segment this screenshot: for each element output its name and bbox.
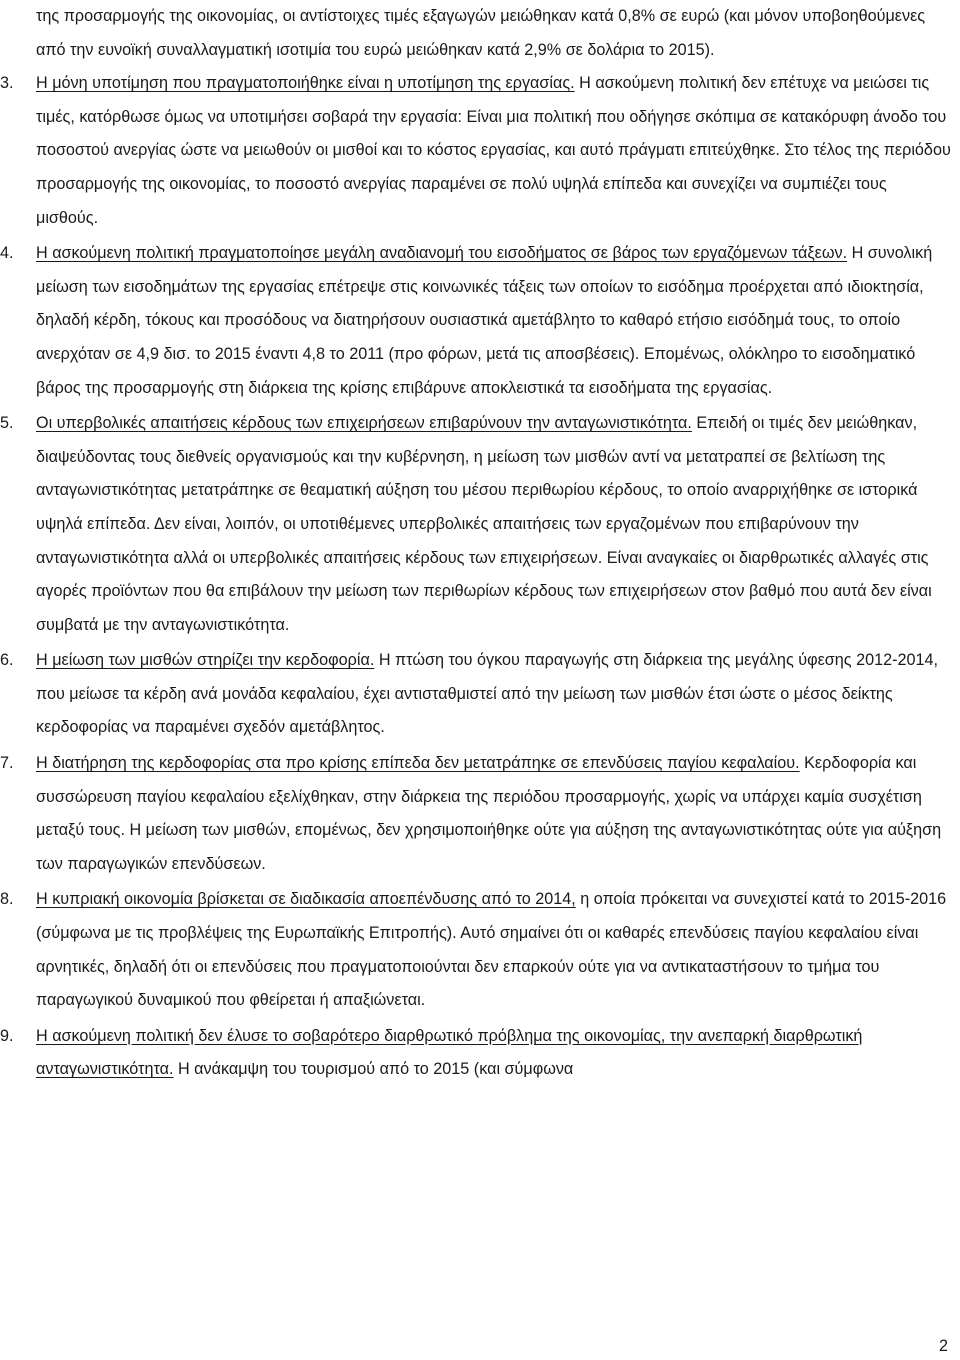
item-text: Κερδοφορία και συσσώρευση παγίου κεφαλαίου εξελίχθηκαν, στην διάρκεια της περιόδου προσαρμογής, χωρίς να υπάρχει καμία συσχέτιση μεταξύ τους. Η μείωση των μισθών, επομένως, δεν χρησιμοποιήθηκε ούτε για αύξηση της ανταγωνιστικότητας ούτε για αύξηση των παραγωγικών επενδύσεων. bbox=[36, 754, 942, 873]
item-heading: Η ασκούμενη πολιτική πραγματοποίησε μεγάλη αναδιανομή του εισοδήματος σε βάρος των εργαζόμενων τάξεων. bbox=[36, 244, 848, 263]
item-number: 5. bbox=[0, 414, 14, 433]
item-text: Επειδή οι τιμές δεν μειώθηκαν, διαψεύδοντας τους διεθνείς οργανισμούς και την κυβέρνηση, η μείωση των μισθών αντί να μετατραπεί σε βελτίωση της ανταγωνιστικότητας μετατράπηκε σε θεαματική αύξηση του μέσου περιθωρίου κέρδους, το οποίο αναρριχήθηκε σε ιστορικά υψηλά επίπεδα. Δεν είναι, λοιπόν, οι υποτιθέμενες υπερβολικές απαιτήσεις των εργαζομένων που επιβαρύνουν την ανταγωνιστικότητα αλλά οι υπερβολικές απαιτήσεις κέρδους των επιχειρήσεων. Είναι αναγκαίες οι διαρθρωτικές αλλαγές στις αγορές προϊόντων που θα επιβάλουν την μείωση των περιθωρίων κέρδους των επιχειρήσεων στον βαθμό που αυτά δεν είναι συμβατά με την ανταγωνιστικότητα. bbox=[36, 414, 932, 634]
item-heading: Οι υπερβολικές απαιτήσεις κέρδους των επιχειρήσεων επιβαρύνουν την ανταγωνιστικότητα. bbox=[36, 414, 692, 433]
item-number: 8. bbox=[0, 890, 14, 909]
item-text: Η ανάκαμψη του τουρισμού από το 2015 (και σύμφωνα bbox=[173, 1060, 574, 1079]
item-number: 3. bbox=[0, 74, 14, 93]
item-heading: Η μείωση των μισθών στηρίζει την κερδοφορία. bbox=[36, 651, 375, 670]
list-item-8 bbox=[0, 883, 952, 1017]
item-text: η οποία πρόκειται να συνεχιστεί κατά το 2015-2016 (σύμφωνα με τις προβλέψεις της Ευρωπαϊκής Επιτροπής). Αυτό σημαίνει ότι οι καθαρές επενδύσεις παγίου κεφαλαίου είναι αρνητικές, δηλαδή ότι οι επενδύσεις που πραγματοποιούνται δεν επαρκούν ούτε για να αντικαταστήσουν το τμήμα του παραγωγικού δυναμικού που φθείρεται ή απαξιώνεται. bbox=[36, 890, 947, 1010]
item-heading: Η ασκούμενη πολιτική δεν έλυσε το σοβαρότερο διαρθρωτικό πρόβλημα της οικονομίας, την ανεπαρκή διαρθρωτική ανταγωνιστικότητα. bbox=[36, 1026, 863, 1079]
item-heading: Η κυπριακή οικονομία βρίσκεται σε διαδικασία αποεπένδυσης από το 2014, bbox=[36, 890, 576, 909]
item-number: 4. bbox=[0, 244, 14, 263]
item-heading: Η μόνη υποτίμηση που πραγματοποιήθηκε είναι η υποτίμηση της εργασίας. bbox=[36, 74, 575, 93]
list-item-4 bbox=[0, 237, 952, 405]
page-number: 2 bbox=[938, 1337, 948, 1355]
item-text: Η συνολική μείωση των εισοδημάτων της εργασίας επέτρεψε στις κοινωνικές τάξεις των οποίων το εισόδημα προέρχεται από ιδιοκτησία, δηλαδή κέρδη, τόκους και προσόδους να διατηρήσουν ουσιαστικά αμετάβλητο το καθαρό ετήσιο εισόδημά τους, το οποίο ανερχόταν σε 4,9 δισ. το 2015 έναντι 4,8 το 2011 (προ φόρων, μετά τις αποσβέσεις). Επομένως, ολόκληρο το εισοδηματικό βάρος της προσαρμογής στη διάρκεια της κρίσης επιβάρυνε αποκλειστικά τα εισοδήματα της εργασίας. bbox=[36, 244, 933, 397]
continuation-paragraph: της προσαρμογής της οικονομίας, οι αντίστοιχες τιμές εξαγωγών μειώθηκαν κατά 0,8% σε ευρώ (και μόνον υποβοηθούμενες από την ευνοϊκή συναλλαγματική ισοτιμία του ευρώ μειώθηκαν κατά 2,9% σε δολάρια το 2015). bbox=[36, 7, 926, 59]
item-number: 7. bbox=[0, 754, 14, 773]
list-item-3 bbox=[0, 67, 952, 235]
item-heading: Η διατήρηση της κερδοφορίας στα προ κρίσης επίπεδα δεν μετατράπηκε σε επενδύσεις παγίου κεφαλαίου. bbox=[36, 754, 800, 773]
item-text: Η ασκούμενη πολιτική δεν επέτυχε να μειώσει τις τιμές, κατόρθωσε όμως να υποτιμήσει σοβαρά την εργασία: Είναι μια πολιτική που οδήγησε σκόπιμα σε κατακόρυφη άνοδο του ποσοστού ανεργίας ώστε να μειωθούν οι μισθοί και το κόστος εργασίας, και αυτό πράγματι επιτεύχθηκε. Στο τέλος της περιόδου προσαρμογής της οικονομίας, το ποσοστό ανεργίας παραμένει σε πολύ υψηλά επίπεδα και συνεχίζει να συμπιέζει τους μισθούς. bbox=[36, 74, 951, 227]
list-item-9 bbox=[0, 1020, 952, 1087]
item-text: Η πτώση του όγκου παραγωγής στη διάρκεια της μεγάλης ύφεσης 2012-2014, που μείωσε τα κέρδη ανά μονάδα κεφαλαίου, έχει αντισταθμιστεί από την μείωση των μισθών έτσι ώστε ο μέσος δείκτης κερδοφορίας να παραμένει σχεδόν αμετάβλητος. bbox=[36, 651, 939, 737]
list-item-6 bbox=[0, 644, 952, 745]
list-item-7 bbox=[0, 747, 952, 881]
list-item-5 bbox=[0, 407, 952, 642]
item-number: 9. bbox=[0, 1026, 14, 1045]
item-number: 6. bbox=[0, 651, 14, 670]
